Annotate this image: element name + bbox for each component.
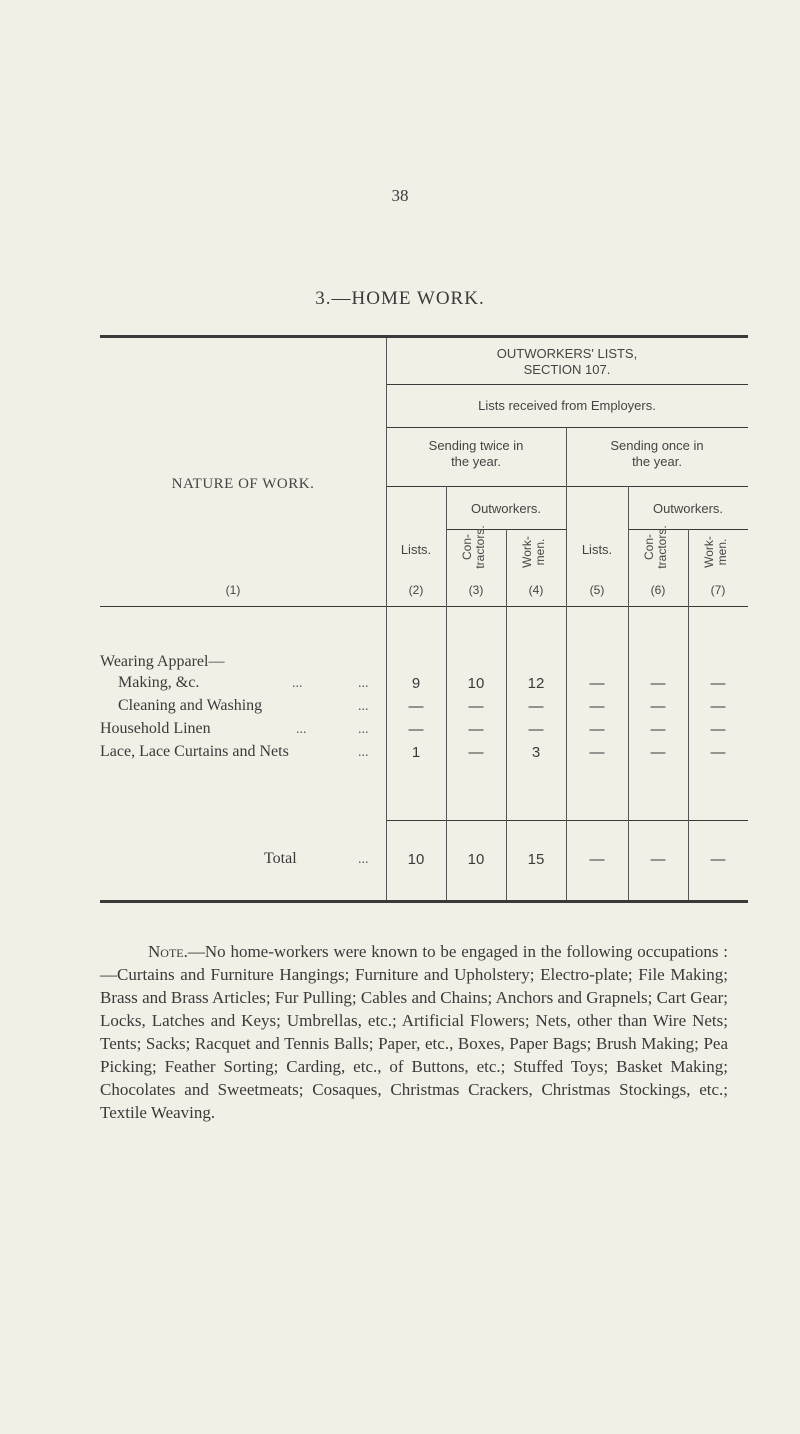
sending-twice-header bbox=[386, 438, 566, 470]
table-cell: — bbox=[650, 744, 666, 761]
column-number: (5) bbox=[589, 583, 605, 597]
leader-dots: ... bbox=[358, 852, 369, 867]
total-label: Total bbox=[264, 850, 297, 867]
table-cell: 3 bbox=[531, 744, 541, 761]
leader-dots: ... bbox=[292, 676, 303, 691]
table-cell: — bbox=[468, 721, 484, 738]
footnote bbox=[100, 940, 728, 1124]
table-cell: — bbox=[589, 744, 605, 761]
workmen-header-once: Work- men. bbox=[702, 536, 729, 568]
contractors-header-once: Con- tractors. bbox=[642, 525, 669, 569]
total-cell: 10 bbox=[467, 851, 485, 868]
table-bottom-rule bbox=[100, 900, 748, 903]
section-title: 3.—HOME WORK. bbox=[315, 288, 485, 309]
table-cell: 9 bbox=[411, 675, 421, 692]
sending-twice-line1: Sending twice in bbox=[428, 438, 524, 453]
sending-once-line2: the year. bbox=[632, 454, 682, 469]
vline-col5 bbox=[566, 427, 567, 900]
table-cell: 12 bbox=[527, 675, 545, 692]
table-cell: — bbox=[589, 698, 605, 715]
header-rule-1 bbox=[386, 384, 748, 385]
total-cell: — bbox=[710, 851, 726, 868]
table-cell: — bbox=[589, 675, 605, 692]
leader-dots: ... bbox=[358, 676, 369, 691]
header-rule-2 bbox=[386, 427, 748, 428]
table-cell: — bbox=[528, 721, 544, 738]
table-cell: — bbox=[528, 698, 544, 715]
workmen-header-twice: Work- men. bbox=[520, 536, 547, 568]
total-cell: — bbox=[589, 851, 605, 868]
table-cell: — bbox=[589, 721, 605, 738]
vline-col6 bbox=[628, 486, 629, 900]
table-cell: — bbox=[408, 698, 424, 715]
table-top-rule bbox=[100, 335, 748, 338]
vline-col2 bbox=[386, 338, 387, 900]
header-rule-3 bbox=[386, 486, 748, 487]
table-cell: 10 bbox=[467, 675, 485, 692]
leader-dots: ... bbox=[358, 745, 369, 760]
vline-col3 bbox=[446, 486, 447, 900]
group-label-wearing-apparel: Wearing Apparel— bbox=[100, 653, 225, 670]
table-cell: — bbox=[468, 744, 484, 761]
table-cell: 1 bbox=[411, 744, 421, 761]
row-label: Cleaning and Washing bbox=[118, 697, 263, 714]
column-number: (7) bbox=[710, 583, 726, 597]
total-rule bbox=[386, 820, 748, 821]
sending-once-header bbox=[566, 438, 748, 470]
lists-received-header: Lists received from Employers. bbox=[478, 398, 656, 413]
column-number: (3) bbox=[468, 583, 484, 597]
table-cell: — bbox=[710, 721, 726, 738]
sending-twice-line2: the year. bbox=[451, 454, 501, 469]
row-label: Lace, Lace Curtains and Nets bbox=[100, 743, 289, 760]
total-cell: 15 bbox=[527, 851, 545, 868]
table-cell: — bbox=[650, 721, 666, 738]
group-header-line1: OUTWORKERS' LISTS, bbox=[496, 346, 638, 361]
table-cell: — bbox=[710, 698, 726, 715]
column-number: (6) bbox=[650, 583, 666, 597]
table-cell: — bbox=[650, 675, 666, 692]
lists-header-once: Lists. bbox=[581, 542, 613, 557]
table-cell: — bbox=[468, 698, 484, 715]
row-label: Household Linen bbox=[100, 720, 211, 737]
total-cell: — bbox=[650, 851, 666, 868]
row-label: Making, &c. bbox=[118, 674, 200, 691]
leader-dots: ... bbox=[296, 722, 307, 737]
outworkers-header-twice: Outworkers. bbox=[470, 501, 542, 516]
table-cell: — bbox=[408, 721, 424, 738]
nature-of-work-header: NATURE OF WORK. bbox=[171, 476, 315, 492]
table-cell: — bbox=[650, 698, 666, 715]
lists-header-twice: Lists. bbox=[400, 542, 432, 557]
leader-dots: ... bbox=[358, 699, 369, 714]
page-number: 38 bbox=[391, 186, 409, 205]
contractors-header-twice: Con- tractors. bbox=[460, 525, 487, 569]
header-bottom-rule bbox=[100, 606, 748, 607]
column-number: (4) bbox=[528, 583, 544, 597]
table-cell: — bbox=[710, 675, 726, 692]
table-cell: — bbox=[710, 744, 726, 761]
note-lead: Note. bbox=[148, 942, 188, 961]
group-header bbox=[386, 346, 748, 378]
vline-col7 bbox=[688, 529, 689, 900]
outworkers-header-once: Outworkers. bbox=[652, 501, 724, 516]
column-number: (2) bbox=[408, 583, 424, 597]
vline-col4 bbox=[506, 529, 507, 900]
total-cell: 10 bbox=[407, 851, 425, 868]
note-text: —No home-workers were known to be engaged in the following occupations :—Curtains and Furniture Hangings; Furniture and Upholstery; Electro-plate; File Making; Brass and Brass Articles; Fur Pulling; Cables and Chains; Anchors and Grapnels; Cart Gear; Locks, Latches and Keys; Umbrellas, etc.; Artificial Flowers; Nets, other than Wire Nets; Tents; Sacks; Racquet and Tennis Balls; Paper, etc., Boxes, Paper Bags; Brush Making; Pea Picking; Feather Sorting; Carding, etc., of Buttons, etc.; Stuffed Toys; Basket Making; Chocolates and Sweetmeats; Cosaques, Christmas Crackers, Christmas Stockings, etc.; Textile Weaving. bbox=[100, 942, 728, 1122]
column-number: (1) bbox=[225, 583, 241, 597]
group-header-line2: SECTION 107. bbox=[523, 362, 611, 377]
sending-once-line1: Sending once in bbox=[610, 438, 704, 453]
leader-dots: ... bbox=[358, 722, 369, 737]
